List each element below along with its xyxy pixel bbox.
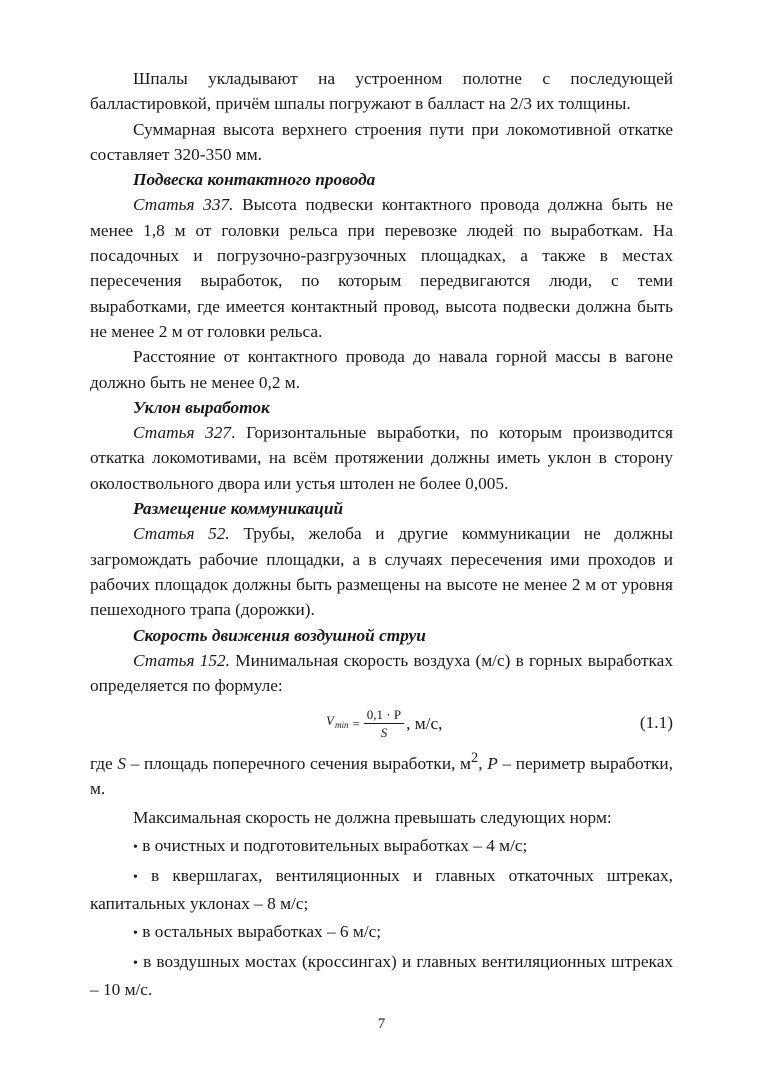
heading-gradient: Уклон выработок <box>133 397 270 417</box>
bullet-icon: • <box>133 956 138 972</box>
formula-subscript: min <box>334 720 349 731</box>
list-item: • в остальных выработках – 6 м/с; <box>133 921 382 941</box>
article-327-ref: Статья 327 <box>133 423 232 443</box>
paragraph-wire-distance: Расстояние от контактного провода до навала горной массы в вагоне должно быть не менее 0,2 м. <box>90 347 673 392</box>
paragraph-norms-intro: Максимальная скорость не должна превышать следующих норм: <box>133 807 612 827</box>
symbol-p: P <box>487 754 498 774</box>
heading-communications: Размещение коммуникаций <box>133 499 344 519</box>
heading-contact-wire: Подвеска контактного провода <box>133 170 376 190</box>
formula <box>326 700 442 746</box>
bullet-icon: • <box>133 840 138 856</box>
paragraph-sleepers: Шпалы укладывают на устроенном полотне с последующей балластировкой, причём шпалы погружают в балласт на 2/3 их толщины. <box>90 69 673 114</box>
bullet-icon: • <box>133 925 138 941</box>
article-52-ref: Статья 52. <box>133 524 230 544</box>
article-152-ref: Статья 152. <box>133 650 230 670</box>
page-content <box>90 66 673 1002</box>
formula-v-symbol: $V_{min}$ <box>326 713 349 731</box>
list-item: • в очистных и подготовительных выработках – 4 м/с; <box>133 836 528 856</box>
superscript-2: 2 <box>471 750 479 767</box>
article-337-text: Высота подвески контактного провода должна быть не менее 1,8 м от головки рельса при перевозке людей по выработкам. На посадочных и погрузочно-разгрузочных площадках, а также в местах пересечения выработок, по которым передвигаются люди, с теми выработками, где имеется контактный провод, высота подвески должна быть не менее 2 м от головки рельса. <box>90 195 673 341</box>
paragraph-track-height: Суммарная высота верхнего строения пути при локомотивной откатке составляет 320-350 мм. <box>90 119 673 164</box>
equation-number: (1.1) <box>639 713 673 733</box>
symbol-s: S <box>117 754 126 774</box>
article-52 <box>90 521 673 622</box>
list-item: • в квершлагах, вентиляционных и главных откаточных штреках, капитальных уклонах – 8 м/с; <box>90 866 673 913</box>
article-152-text: Минимальная скорость воздуха (м/с) в горных выработках определяется по формуле: <box>90 650 673 696</box>
article-52-text: Трубы, желоба и другие коммуникации не должны загромождать рабочие площадки, а в случаях пересечения ими проходов и рабочих площадок должны быть размещены на высоте не менее 2 м от уровня пешеходного трапа (дорожки). <box>90 524 673 620</box>
formula-fraction <box>364 706 404 741</box>
bullet-icon: • <box>133 870 138 886</box>
formula-equals: = <box>352 715 360 731</box>
article-152 <box>90 648 673 699</box>
formula-row <box>90 700 673 746</box>
page-number: 7 <box>377 1016 386 1032</box>
article-327 <box>90 420 673 496</box>
paragraph-formula-legend: где S – площадь поперечного сечения выработки, $м^2$, P – периметр выработки, м. <box>90 750 673 799</box>
formula-denominator: S <box>380 724 388 740</box>
article-337 <box>90 192 673 344</box>
formula-numerator: 0,1 · P <box>364 706 404 724</box>
article-337-ref: Статья 337. <box>133 195 234 215</box>
list-item: • в воздушных мостах (кроссингах) и главных вентиляционных штреках – 10 м/с. <box>90 952 673 999</box>
formula-unit: , м/с, <box>406 713 443 733</box>
heading-air-velocity: Скорость движения воздушной струи <box>133 625 426 645</box>
article-327-text: . Горизонтальные выработки, по которым производится откатка локомотивами, на всём протяжении должны иметь уклон в сторону околоствольного двора или устья штолен не более 0,005. <box>90 423 673 493</box>
